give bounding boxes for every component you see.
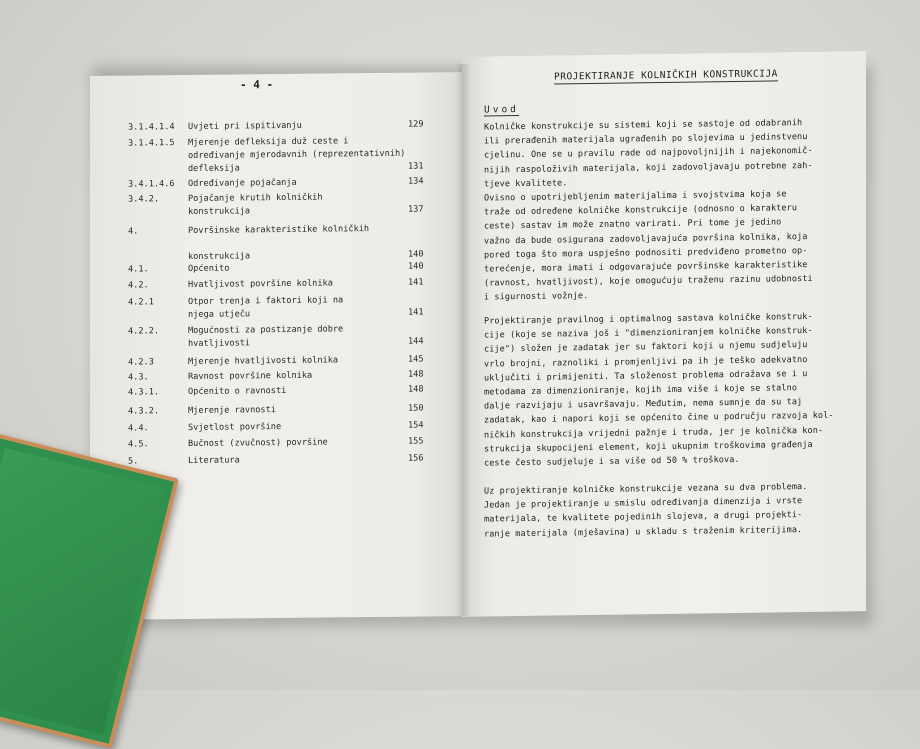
section-title: Uvod <box>484 104 519 116</box>
toc-row <box>90 118 469 133</box>
toc-number: 4.2.3 <box>128 357 154 368</box>
toc-title: Određivanje pojačanja <box>188 177 297 189</box>
toc-page-number: 156 <box>408 453 424 464</box>
running-head: PROJEKTIRANJE KOLNIČKIH KONSTRUKCIJA <box>554 68 778 83</box>
toc-page-number: 148 <box>408 369 424 380</box>
toc-number: 4.1. <box>128 264 149 275</box>
paragraph-1: Kolničke konstrukcije su sistemi koji se sastoje od odabranih ili prerađenih materijala ugrađenih po slojevima u jedinstvenu cjelinu. One se u pravilu rade od najpovoljnijih i najekonomič- nijih raspoloživih materijala, koji zadovoljavaju potrebne zah- tjeve kvalitete. Ovisno o upotrijebljenim materijalima i svojstvima koja se traže od određene kolničke konstrukcije (odnosno o karakteru ceste) sastav im može znatno varirati. Pri tome je jedino važno da bude osigurana zadovoljavajuća površina kolnika, koja pored toga što mora uspješno podnositi predviđeno prometno op- terećenje, mora imati i odgovarajuće površinske karakteristike (ravnost, hvatljivost), koje omogućuju traženu razinu udobnosti i sigurnosti vožnje. <box>484 118 813 303</box>
toc-row <box>90 222 469 262</box>
green-book-cover <box>0 448 164 734</box>
toc-title: Uvjeti pri ispitivanju <box>188 120 302 132</box>
toc-page-number: 144 <box>408 336 424 347</box>
toc-page-number: 141 <box>408 307 424 318</box>
toc-row <box>90 293 469 320</box>
toc-title: Općenito <box>188 263 230 274</box>
toc-page-number: 154 <box>408 420 424 431</box>
toc-row <box>90 322 469 349</box>
toc-title: Mjerenje hvatljivosti kolnika <box>188 355 339 367</box>
toc-title: Općenito o ravnosti <box>188 385 287 397</box>
toc-page-number: 129 <box>408 119 424 130</box>
toc-number: 3.4.1.4.6 <box>128 179 175 190</box>
toc-number: 4.2.1 <box>128 297 154 308</box>
toc-row <box>90 402 469 417</box>
toc-row <box>90 353 469 368</box>
toc-row <box>90 276 469 291</box>
toc-title: Mjerenje defleksija duž ceste i određivanje mjerodavnih (reprezentativnih) defleksija <box>188 136 406 174</box>
toc-number: 4.5. <box>128 439 149 450</box>
toc-page-number: 131 <box>408 161 424 172</box>
toc-title: Hvatljivost površine kolnika <box>188 278 333 290</box>
toc-number: 4. <box>128 226 139 237</box>
toc-title: Pojačanje krutih kolničkih konstrukcija <box>188 192 323 217</box>
toc-title: Svjetlost površine <box>188 421 282 433</box>
toc-title: Otpor trenja i faktori koji na njega utječu <box>188 295 344 320</box>
toc-page-number: 148 <box>408 384 424 395</box>
toc-number: 4.2. <box>128 280 149 291</box>
right-page <box>462 51 866 617</box>
toc-title: Mogućnosti za postizanje dobre hvatljivosti <box>188 324 344 349</box>
toc-row <box>90 175 469 190</box>
toc-page-number: 141 <box>408 277 424 288</box>
toc-page-number: 150 <box>408 403 424 414</box>
toc-title: Površinske karakteristike kolničkih konstrukcija <box>188 224 370 262</box>
paragraph-3: Uz projektiranje kolničke konstrukcije vezana su dva problema. Jedan je projektiranje u smislu određivanja dimenzija i vrste materijala, te kvalitete pojedinih slojeva, a drugi projekti- ranje materijala (mješavina) u skladu s traženim kriterijima. <box>484 481 808 540</box>
toc-number: 4.4. <box>128 423 149 434</box>
toc-page-number: 155 <box>408 436 424 447</box>
toc-title: Bučnost (zvučnost) površine <box>188 437 328 449</box>
toc-page-number: 134 <box>408 176 424 187</box>
toc-page-number: 140 <box>408 261 424 272</box>
toc-number: 3.1.4.1.4 <box>128 122 175 133</box>
book-gutter <box>455 64 471 616</box>
toc-number: 5. <box>128 456 139 467</box>
page-number: - 4 - <box>240 78 274 92</box>
toc-number: 4.3. <box>128 372 149 383</box>
toc-page-number: 145 <box>408 354 424 365</box>
toc-row <box>90 435 469 450</box>
toc-title: Mjerenje ravnosti <box>188 405 276 416</box>
toc-row <box>90 419 469 434</box>
toc-number: 4.2.2. <box>128 326 160 337</box>
toc-page-number: 140 <box>408 249 424 260</box>
toc-row <box>90 452 469 467</box>
toc-title: Ravnost površine kolnika <box>188 370 313 382</box>
toc-number: 3.1.4.1.5 <box>128 138 175 149</box>
toc-number: 3.4.2. <box>128 194 160 205</box>
toc-number: 4.3.1. <box>128 387 160 398</box>
toc-row <box>90 134 469 174</box>
paragraph-2: Projektiranje pravilnog i optimalnog sastava kolničke konstruk- cije (koje se naziva još i "dimenzioniranjem kolničke konstruk- cije") složen je zadatak jer su faktori koji u njemu sudjeluju vrlo brojni, raznoliki i promjenljivi pa ih je teško adekvatno uključiti i primijeniti. Ta složenost problema odražava se i u metodama za dimenzioniranje, kojih ima više i koje se stalno dalje razvijaju i usavršavaju. Međutim, nema sumnje da su taj zadatak, kao i napori koji se općenito čine u području razvoja kol- ničkih konstrukcija vrijedni pažnje i truda, jer je kolnička kon- strukcija skupocijeni element, koji ukupnim troškovima građenja ceste često sudjeluje i sa više od 50 % troškova. <box>484 311 834 469</box>
toc-number: 4.3.2. <box>128 406 160 417</box>
toc-title: Literatura <box>188 455 240 466</box>
toc-page-number: 137 <box>408 204 424 215</box>
